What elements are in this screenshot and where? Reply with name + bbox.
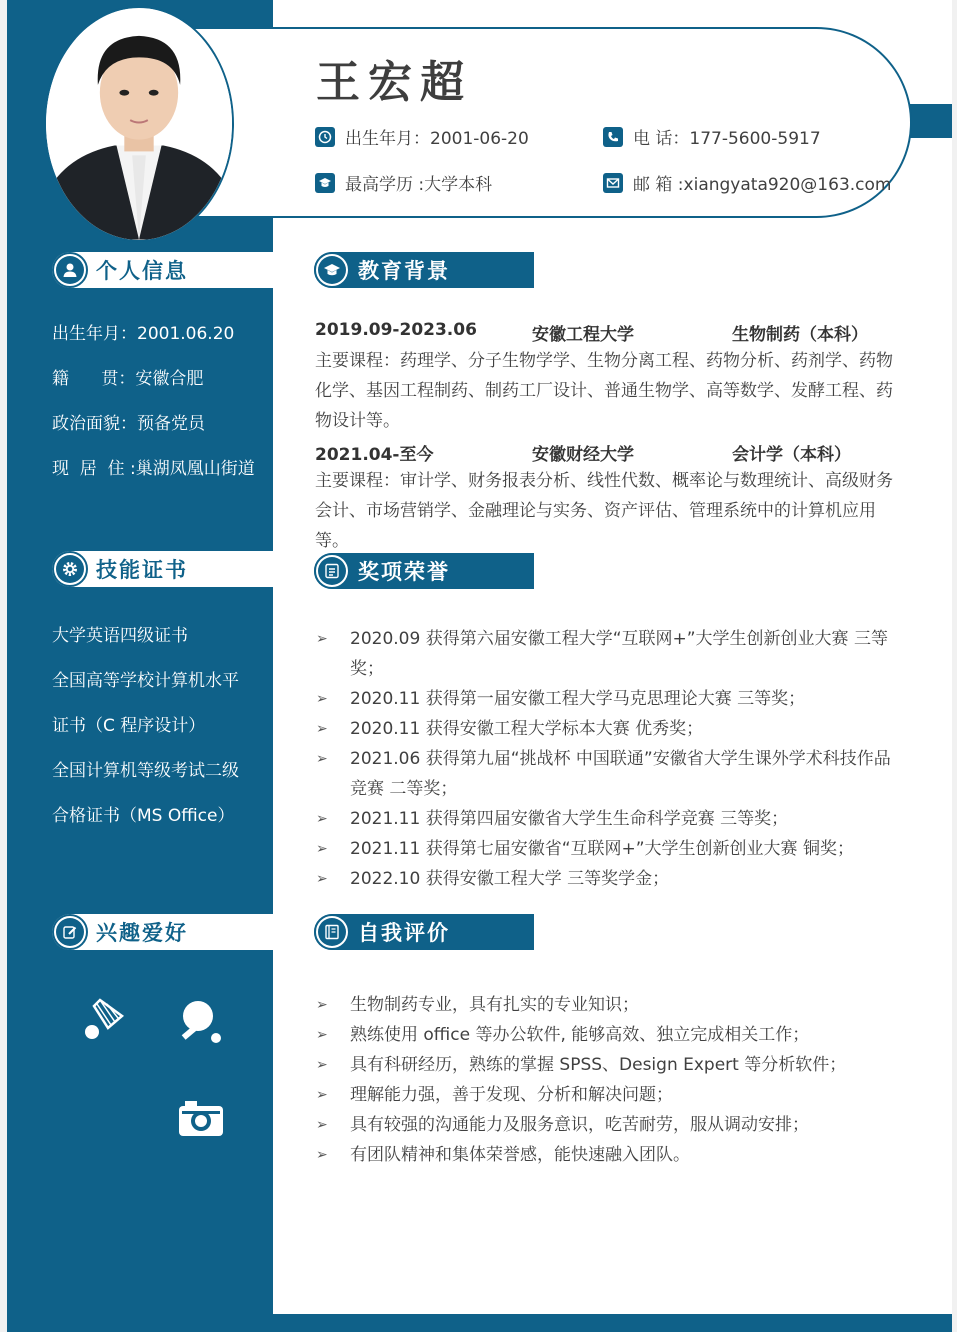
cert-line: 全国高等学校计算机水平	[52, 671, 239, 691]
section-certificates	[52, 551, 273, 587]
edu-courses: 主要课程：审计学、财务报表分析、线性代数、概率论与数理统计、高级财务会计、市场营销学、金融理论与实务、资产评估、管理系统中的计算机应用等。	[315, 471, 893, 551]
header-tab-decoration	[908, 104, 952, 138]
self-eval-item: ➢ 熟练使用 office 等办公软件, 能够高效、独立完成相关工作；	[316, 1020, 905, 1050]
graduation-cap-icon	[315, 173, 335, 193]
arrow-bullet-icon: ➢	[316, 1147, 328, 1163]
table-tennis-icon	[174, 996, 224, 1046]
award-item: ➢ 2021.06 获得第九届“挑战杯 中国联通”安徽省大学生课外学术科技作品竞赛 二等奖；	[316, 744, 905, 804]
self-eval-item: ➢ 具有科研经历，熟练的掌握 SPSS、Design Expert 等分析软件；	[316, 1050, 905, 1080]
header-email	[603, 170, 891, 195]
arrow-bullet-icon: ➢	[316, 1027, 328, 1043]
badminton-icon	[78, 994, 128, 1044]
clock-icon	[315, 127, 335, 147]
award-item: ➢ 2021.11 获得第四届安徽省大学生生命科学竞赛 三等奖；	[316, 804, 905, 834]
book-icon	[318, 918, 346, 946]
gear-icon	[56, 555, 84, 583]
personal-line: 现 居 住 :巢湖凤凰山街道	[52, 459, 255, 479]
mail-icon	[603, 173, 623, 193]
bottom-bar	[7, 1314, 952, 1332]
phone-icon	[603, 127, 623, 147]
arrow-bullet-icon: ➢	[316, 1117, 328, 1133]
header-birth	[315, 124, 529, 149]
section-education	[314, 252, 534, 288]
resume-name: 王宏超	[316, 57, 472, 108]
page-frame-left	[0, 0, 7, 1332]
arrow-bullet-icon: ➢	[316, 1087, 328, 1103]
cert-line: 大学英语四级证书	[52, 626, 188, 646]
award-item: ➢ 2020.09 获得第六届安徽工程大学“互联网+”大学生创新创业大赛 三等奖；	[316, 624, 905, 684]
section-awards	[314, 553, 534, 589]
cert-line: 证书（C 程序设计）	[52, 716, 206, 736]
edu-date: 2019.09-2023.06	[315, 320, 477, 340]
section-title: 奖项荣誉	[358, 560, 450, 584]
edu-courses: 主要课程：药理学、分子生物学学、生物分离工程、药物分析、药剂学、药物化学、基因工程制药、制药工厂设计、普通生物学、高等数学、发酵工程、药物设计等。	[315, 351, 893, 431]
arrow-bullet-icon: ➢	[316, 997, 328, 1013]
section-title: 技能证书	[96, 558, 188, 582]
personal-line: 出生年月：2001.06.20	[52, 324, 235, 344]
arrow-bullet-icon: ➢	[316, 721, 328, 737]
arrow-bullet-icon: ➢	[316, 751, 328, 767]
header-email-text: 邮 箱 :xiangyata920@163.com	[633, 175, 892, 195]
arrow-bullet-icon: ➢	[316, 691, 328, 707]
cert-line: 全国计算机等级考试二级	[52, 761, 239, 781]
cert-line: 合格证书（MS Office）	[52, 806, 235, 826]
edu-school: 安徽工程大学	[532, 325, 634, 345]
section-hobbies	[52, 914, 273, 950]
self-eval-item: ➢ 生物制药专业，具有扎实的专业知识；	[316, 990, 905, 1020]
personal-line: 籍 贯：安徽合肥	[52, 369, 204, 389]
self-eval-item: ➢ 理解能力强，善于发现、分析和解决问题；	[316, 1080, 905, 1110]
arrow-bullet-icon: ➢	[316, 1057, 328, 1073]
section-title: 兴趣爱好	[96, 921, 188, 945]
edu-date: 2021.04-至今	[315, 445, 434, 465]
header-birth-text: 出生年月：2001-06-20	[345, 129, 529, 149]
graduation-cap-icon	[318, 256, 346, 284]
page-frame-right	[952, 0, 957, 1332]
user-icon	[56, 256, 84, 284]
header-phone	[603, 124, 821, 149]
section-title: 自我评价	[358, 921, 450, 945]
award-item: ➢ 2020.11 获得安徽工程大学标本大赛 优秀奖；	[316, 714, 905, 744]
arrow-bullet-icon: ➢	[316, 871, 328, 887]
edit-icon	[56, 918, 84, 946]
header-phone-text: 电 话：177-5600-5917	[633, 129, 821, 149]
section-title: 个人信息	[96, 259, 188, 283]
self-eval-item: ➢ 具有较强的沟通能力及服务意识，吃苦耐劳，服从调动安排；	[316, 1110, 905, 1140]
header-degree-text: 最高学历 :大学本科	[345, 175, 493, 195]
section-personal-info	[52, 252, 273, 288]
header-degree	[315, 170, 492, 195]
award-item: ➢ 2020.11 获得第一届安徽工程大学马克思理论大赛 三等奖；	[316, 684, 905, 714]
personal-line: 政治面貌：预备党员	[52, 414, 205, 434]
edu-major: 会计学（本科）	[732, 445, 851, 465]
section-self-evaluation	[314, 914, 534, 950]
edu-school: 安徽财经大学	[532, 445, 634, 465]
profile-photo	[44, 6, 234, 242]
arrow-bullet-icon: ➢	[316, 811, 328, 827]
edu-major: 生物制药（本科）	[732, 325, 868, 345]
list-icon	[318, 557, 346, 585]
section-title: 教育背景	[358, 259, 450, 283]
portrait-image	[46, 8, 232, 240]
camera-icon	[176, 1094, 226, 1144]
award-item: ➢ 2021.11 获得第七届安徽省“互联网+”大学生创新创业大赛 铜奖；	[316, 834, 905, 864]
self-eval-item: ➢ 有团队精神和集体荣誉感，能快速融入团队。	[316, 1140, 905, 1170]
arrow-bullet-icon: ➢	[316, 631, 328, 647]
award-item: ➢ 2022.10 获得安徽工程大学 三等奖学金；	[316, 864, 905, 894]
arrow-bullet-icon: ➢	[316, 841, 328, 857]
